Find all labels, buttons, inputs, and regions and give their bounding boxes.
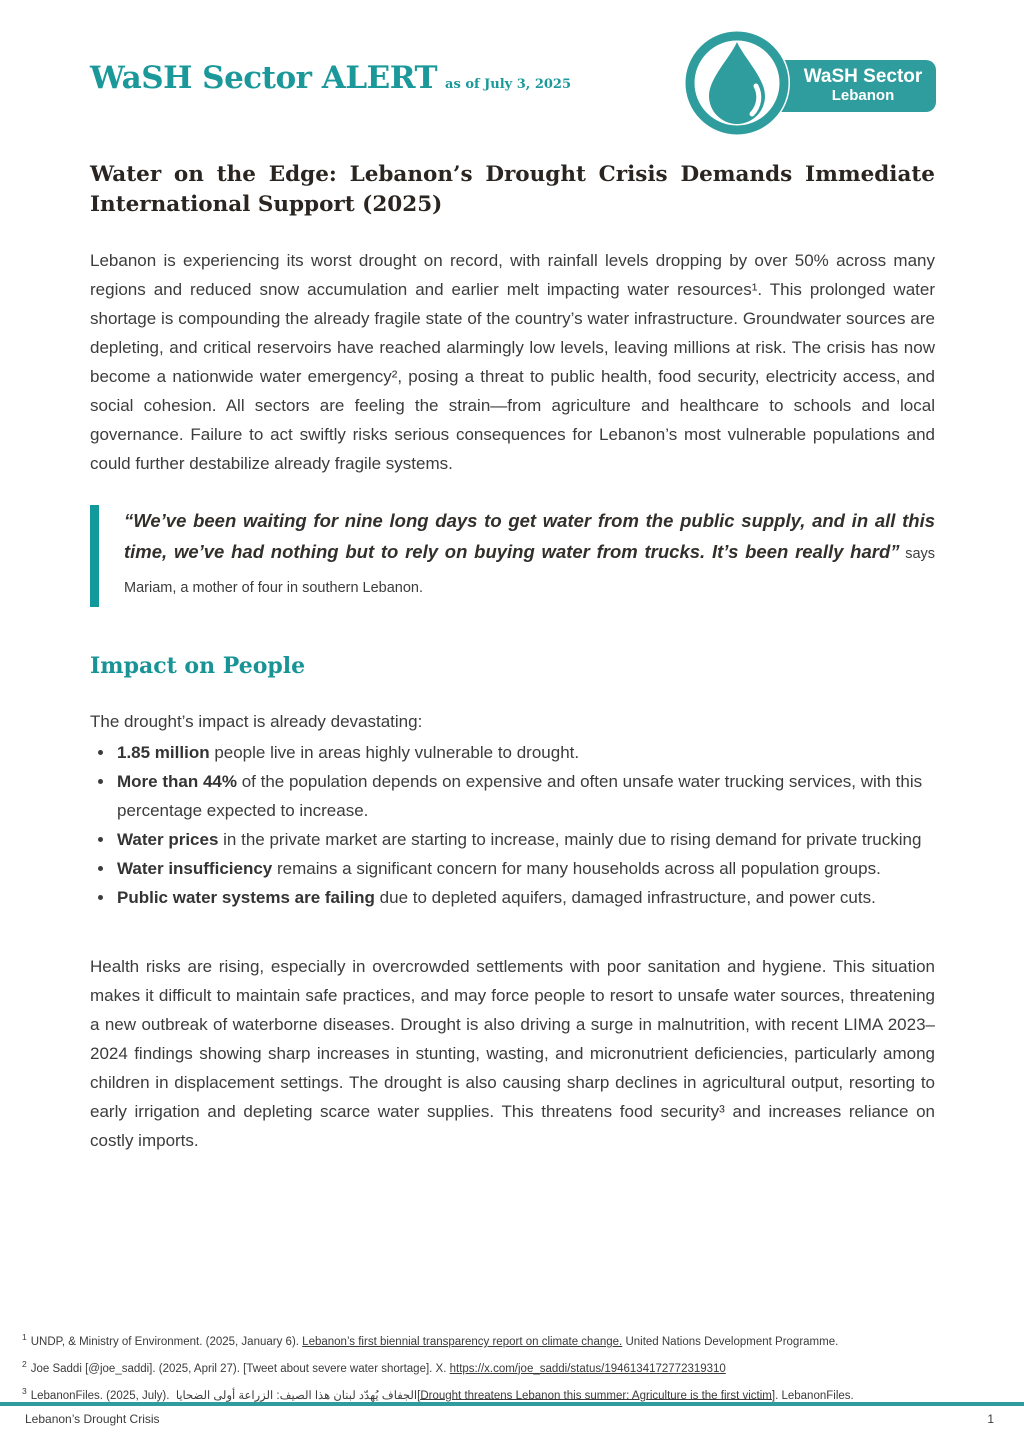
list-item: [115, 738, 935, 767]
footnotes: [22, 1326, 1004, 1406]
masthead-date: as of July 3, 2025: [445, 77, 572, 92]
intro-paragraph: Lebanon is experiencing its worst drought on record, with rainfall levels dropping by over 50% across many regions and reduced snow accumulation and earlier melt impacting water resources¹. This prolonged water shortage is compounding the already fragile state of the country’s water infrastructure. Groundwater sources are depleting, and critical reservoirs have reached alarmingly low levels, leaving millions at risk. The crisis has now become a nationwide water emergency², posing a threat to public health, food security, electricity access, and social cohesion. All sectors are feeling the strain—from agriculture and healthcare to schools and local governance. Failure to act swiftly risks serious consequences for Lebanon’s most vulnerable populations and could further destabilize already fragile systems.: [90, 251, 935, 473]
page-footer: [25, 1412, 994, 1426]
bullet-text: people live in areas highly vulnerable to drought.: [209, 743, 580, 762]
pull-quote: [90, 505, 935, 607]
footnote-marker: 3: [22, 1385, 27, 1396]
bullet-text: due to depleted aquifers, damaged infrastructure, and power cuts.: [374, 888, 876, 907]
bullet-bold-lead: More than 44%: [117, 772, 237, 791]
bullet-text: of the population depends on expensive and often unsafe water trucking services, with this percentage expected to increase.: [117, 772, 923, 820]
footnote-link[interactable]: Lebanon’s first biennial transparency report on climate change.: [302, 1335, 623, 1348]
bullet-bold-lead: Water insufficiency: [117, 859, 273, 878]
quote-attribution: says Mariam, a mother of four in southern Lebanon.: [124, 546, 936, 596]
impact-list-intro: The drought’s impact is already devastating:: [90, 712, 423, 731]
bullet-text: remains a significant concern for many households across all population groups.: [272, 859, 881, 878]
logo-label-line2: Lebanon: [831, 87, 895, 105]
list-item: [115, 854, 935, 883]
logo-label-line1: WaSH Sector: [803, 66, 923, 88]
bullet-bold-lead: Public water systems are failing: [117, 888, 375, 907]
bullet-text: in the private market are starting to increase, mainly due to rising demand for private trucking: [218, 830, 922, 849]
list-item: [115, 767, 935, 825]
footnote-2: [22, 1353, 1004, 1380]
footnote-1: [22, 1326, 1004, 1353]
list-item: [115, 883, 935, 912]
bullet-bold-lead: 1.85 million: [117, 743, 210, 762]
health-paragraph: Health risks are rising, especially in overcrowded settlements with poor sanitation and hygiene. This situation makes it difficult to maintain safe practices, and may force people to resort to unsafe water sources, threatening a new outbreak of waterborne diseases. Drought is also driving a surge in malnutrition, with recent LIMA 2023–2024 findings showing sharp increases in stunting, wasting, and micronutrient deficiencies, particularly among children in displacement settings. The drought is also causing sharp declines in agricultural output, resorting to early irrigation and depleting scarce water supplies. This threatens food security³ and increases reliance on costly imports.: [90, 957, 935, 1150]
document-title: Water on the Edge: Lebanon’s Drought Crisis Demands Immediate International Support (2025): [90, 162, 935, 217]
page-number: 1: [987, 1412, 994, 1426]
footnote-link[interactable]: [Drought threatens Lebanon this summer: Agriculture is the first victim]: [417, 1389, 776, 1402]
section-heading-impact-on-people: Impact on People: [90, 653, 306, 679]
impact-bullet-list: [90, 738, 935, 912]
footnote-text: Joe Saddi [@joe_saddi]. (2025, April 27). [Tweet about severe water shortage]. X.: [30, 1362, 450, 1375]
footer-document-title: Lebanon’s Drought Crisis: [25, 1412, 160, 1426]
footer-divider: [0, 1402, 1024, 1406]
footnote-marker: 1: [22, 1332, 27, 1342]
page-header: [0, 0, 1024, 138]
wash-sector-logo: [684, 30, 936, 138]
quote-text: [124, 505, 935, 604]
footnote-text: LebanonFiles. (2025, July).: [30, 1389, 173, 1402]
footnote-arabic-title: الجفاف يُهدّد لبنان هذا الصيف: الزراعة أولى الضحايا: [172, 1389, 418, 1402]
water-drop-icon: [684, 30, 790, 136]
footnote-text: . LebanonFiles.: [775, 1389, 854, 1402]
masthead-title: WaSH Sector ALERT: [90, 60, 438, 96]
footnote-link[interactable]: https://x.com/joe_saddi/status/1946134172772319310: [449, 1362, 726, 1375]
list-item: [115, 825, 935, 854]
masthead: [90, 60, 571, 96]
footnote-marker: 2: [22, 1358, 27, 1369]
footnote-text: United Nations Development Programme.: [622, 1335, 839, 1348]
bullet-bold-lead: Water prices: [117, 830, 219, 849]
footnote-text: UNDP, & Ministry of Environment. (2025, January 6).: [30, 1335, 303, 1348]
quote-body: “We’ve been waiting for nine long days to get water from the public supply, and in all this time, we’ve had nothing but to rely on buying water from trucks. It’s been really hard”: [124, 510, 935, 562]
document-body: [0, 160, 1024, 1155]
